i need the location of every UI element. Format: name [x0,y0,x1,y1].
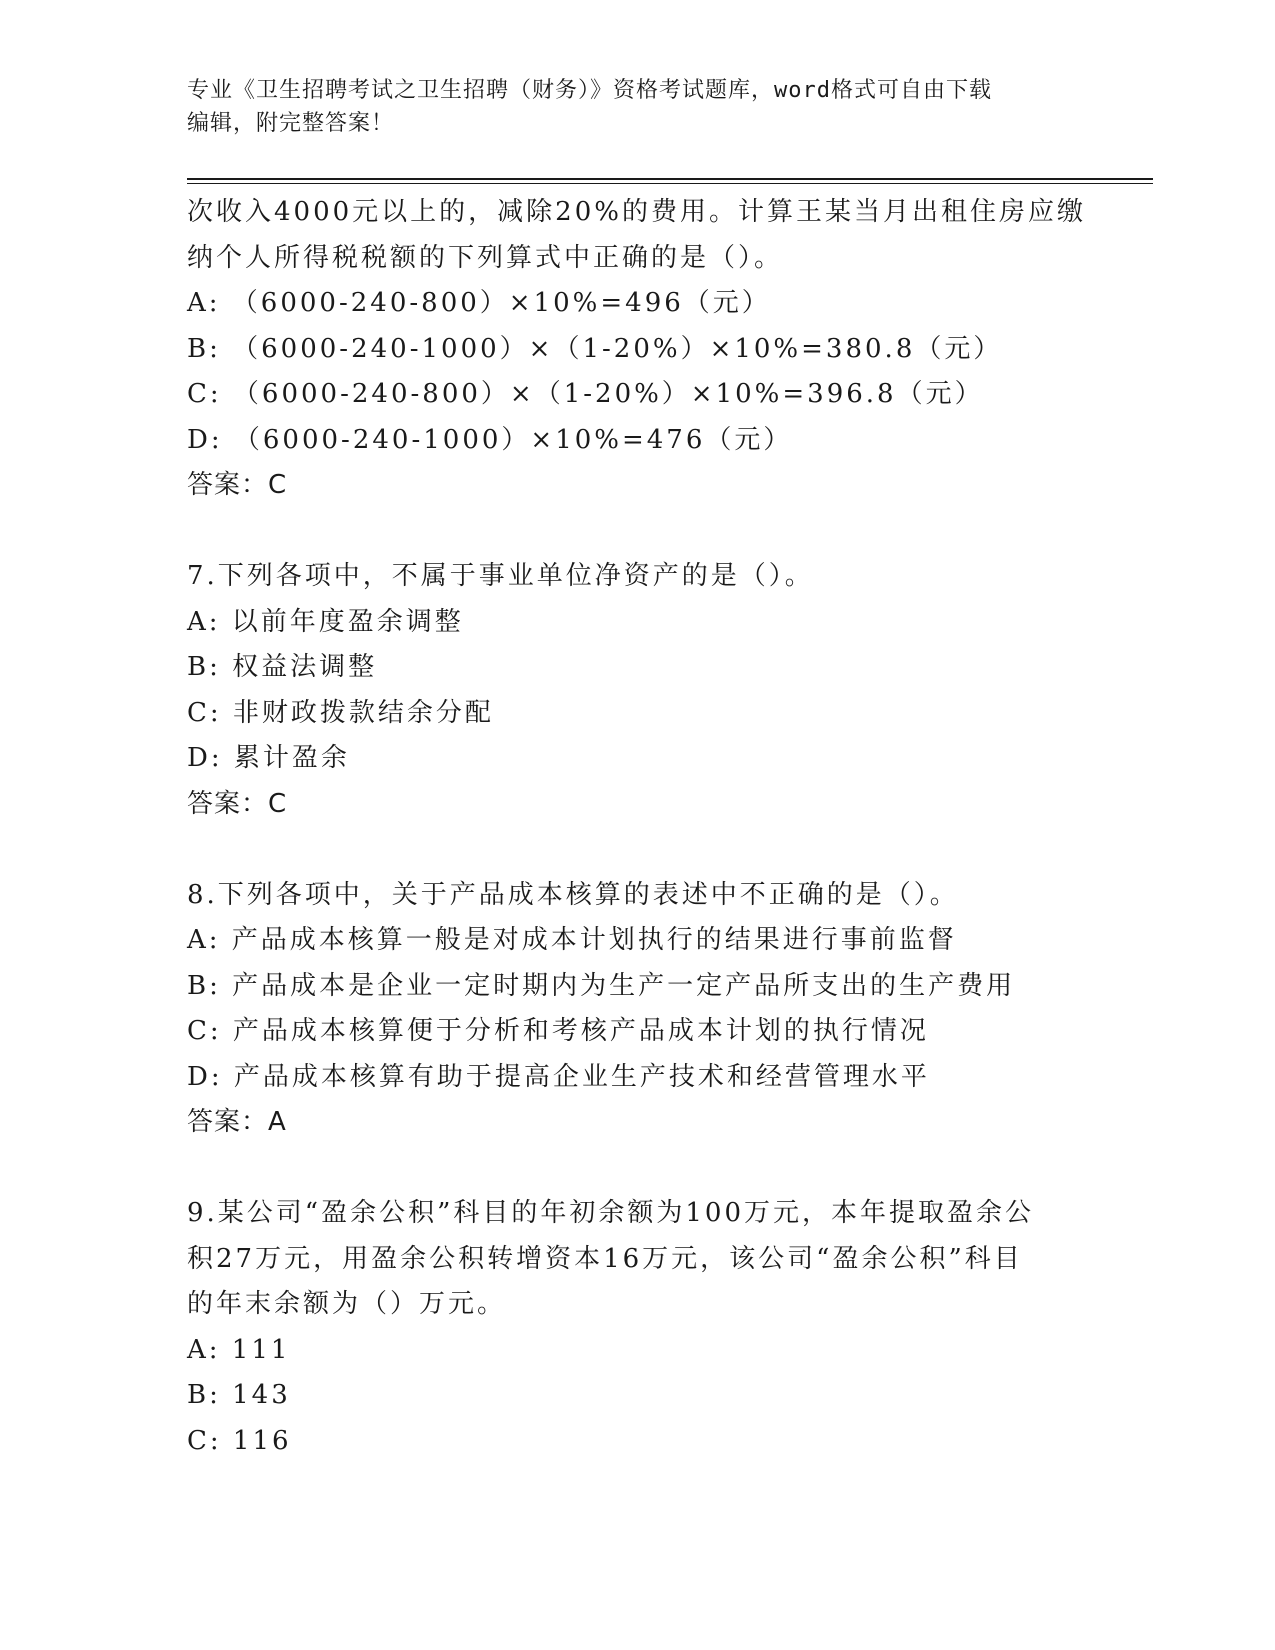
question-stem: 8.下列各项中，关于产品成本核算的表述中不正确的是（）。 [187,879,959,910]
question-9 [187,1191,1067,1464]
question-stem-line: 的年末余额为（）万元。 [187,1289,507,1319]
option-c: C: （6000-240-800）×（1-20%）×10%=396.8（元） [187,379,984,409]
option-b: B: （6000-240-1000）×（1-20%）×10%=380.8（元） [187,333,1003,364]
question-7 [187,554,1067,827]
question-stem-line: 积27万元，用盈余公积转增资本16万元，该公司“盈余公积”科目 [187,1243,1023,1274]
spacer [187,827,1067,873]
spacer [187,1146,1067,1192]
option-d: D: （6000-240-1000）×10%=476（元） [187,424,793,455]
question-stem-line: 次收入4000元以上的，减除20%的费用。计算王某当月出租住房应缴 [187,197,1086,227]
option-b: B: 143 [187,1380,291,1410]
option-d: D: 产品成本核算有助于提高企业生产技术和经营管理水平 [187,1061,930,1092]
option-c: C: 非财政拨款结余分配 [187,697,494,728]
document-header [187,74,1067,140]
question-stem-line: 9.某公司“盈余公积”科目的年初余额为100万元，本年提取盈余公 [187,1198,1035,1228]
answer-label: 答案：C [187,788,288,819]
question-stem: 7.下列各项中，不属于事业单位净资产的是（）。 [187,561,814,591]
question-6 [187,190,1086,509]
answer-label: 答案：A [187,1107,287,1137]
option-c: C: 产品成本核算便于分析和考核产品成本计划的执行情况 [187,1016,929,1046]
header-title-line-1: 专业《卫生招聘考试之卫生招聘（财务）》资格考试题库，word格式可自由下载 [187,78,992,103]
option-a: A: 111 [187,1334,291,1365]
question-stem-line: 纳个人所得税税额的下列算式中正确的是（）。 [187,242,784,273]
option-a: A: 产品成本核算一般是对成本计划执行的结果进行事前监督 [187,925,957,955]
option-d: D: 累计盈余 [187,743,350,773]
question-list [187,190,1086,1464]
option-c: C: 116 [187,1425,292,1456]
header-title-line-2: 编辑，附完整答案！ [187,111,395,136]
header-divider-thin [187,183,1153,184]
header-divider-thick [187,178,1153,180]
answer-label: 答案：C [187,470,288,500]
option-b: B: 权益法调整 [187,652,378,682]
option-b: B: 产品成本是企业一定时期内为生产一定产品所支出的生产费用 [187,970,1016,1001]
option-a: A: 以前年度盈余调整 [187,606,464,637]
question-8 [187,873,1067,1146]
option-a: A: （6000-240-800）×10%=496（元） [187,288,771,318]
spacer [187,509,1067,555]
